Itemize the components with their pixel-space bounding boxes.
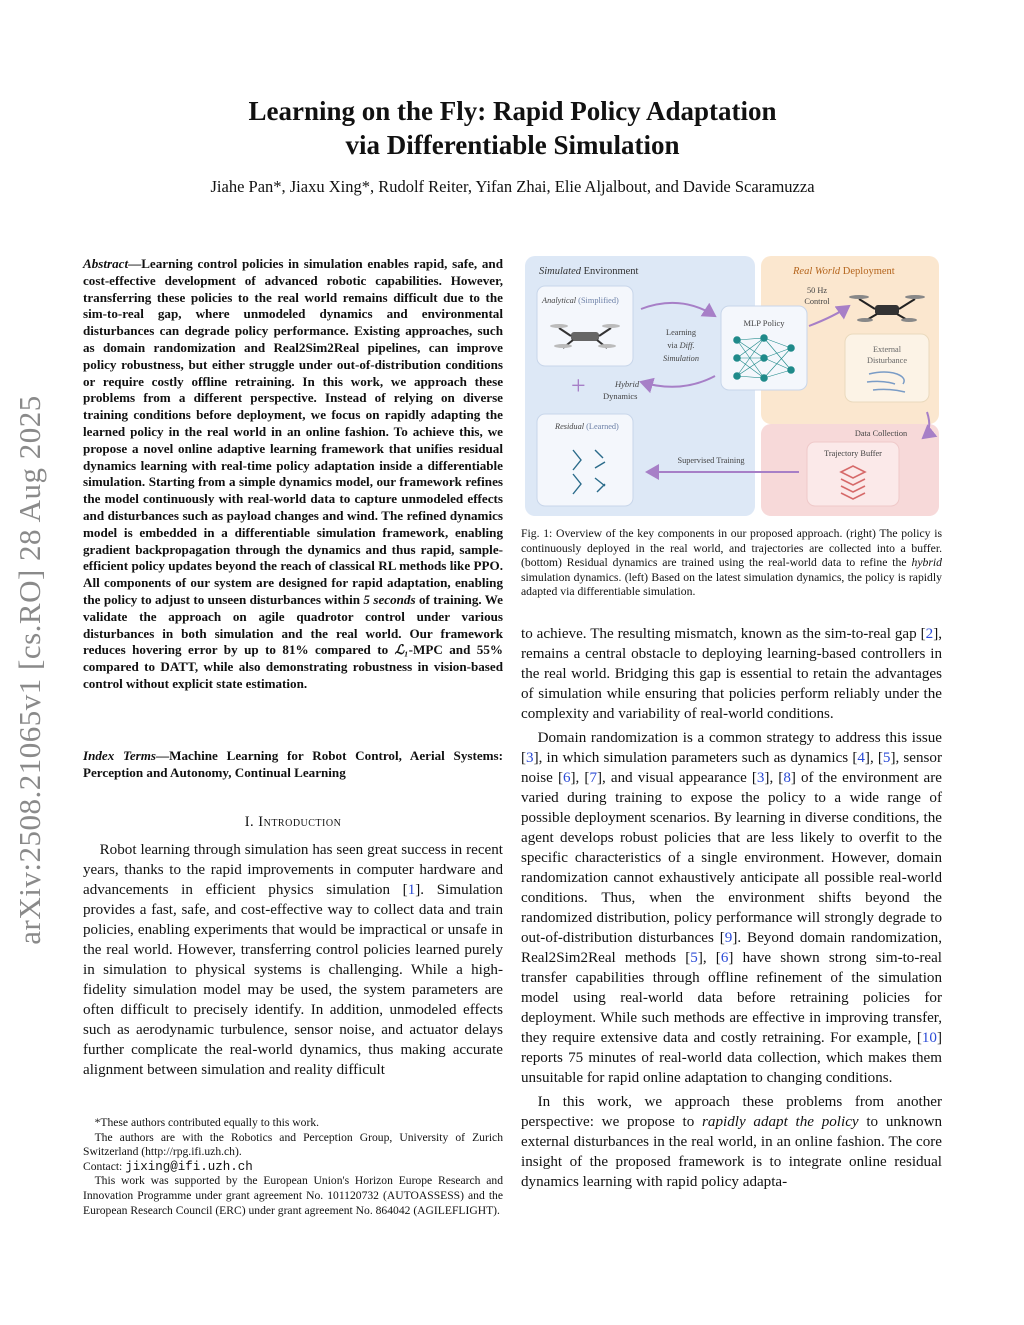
citation-link[interactable]: 2 [925, 626, 934, 642]
text-run: ], [ [864, 750, 883, 766]
abstract-text-b: of training. We validate the approach on agile quadrotor control under various disturbances in both simulation and the real world. Our framework reduces hovering error by up to 81% compared to [83, 591, 503, 658]
footnote-contact [83, 1160, 503, 1175]
supervised-training-label: Supervised Training [677, 456, 745, 465]
learning-line-3: Simulation [663, 354, 699, 363]
citation-link[interactable]: 3 [526, 750, 534, 766]
data-collection-label: Data Collection [854, 429, 908, 438]
plus-icon: + [571, 371, 586, 400]
text-run: Robot learning through simulation has seen great success in recent years, thanks to the rapid improvements in computer hardware and advancements in efficient physics simulation [ [83, 842, 503, 898]
text-run: ] have shown strong sim-to-real transfer capabilities through offline refinement of the simulation model using real-world data before retraining policies for deployment. While such methods are effective in improving transfer, they require extensive data and costly retraining. For example, [ [521, 950, 942, 1046]
abstract-text-c: -MPC and 55% compared to DATT, while also demonstrating robustness in vision-based control without explicit state estimation. [83, 642, 503, 691]
learning-line-2: via Diff. [667, 341, 695, 350]
title-line-2: via Differentiable Simulation [345, 130, 680, 160]
ext-dist-line-2: Disturbance [866, 356, 908, 365]
arxiv-id: arXiv:2508.21065v1 [cs.RO] 28 Aug 2025 [12, 395, 47, 945]
contact-email[interactable]: jixing@ifi.uzh.ch [125, 1159, 253, 1174]
mlp-policy-label: MLP Policy [743, 318, 785, 328]
abstract-label: Abstract [83, 256, 129, 271]
paper-title [170, 94, 855, 162]
intro-paragraph-1-cont [521, 624, 942, 724]
arxiv-sidebar [0, 360, 60, 980]
footnote-affiliation: The authors are with the Robotics and Perception Group, University of Zurich Switzerland (http://rpg.ifi.uzh.ch). [83, 1130, 503, 1159]
caption-label: Fig. 1: [521, 527, 557, 540]
text-run: ], [ [570, 770, 590, 786]
footnote-equal: *These authors contributed equally to this work. [94, 1116, 320, 1129]
citation-link[interactable]: 9 [724, 930, 733, 946]
paper-authors: Jiahe Pan*, Jiaxu Xing*, Rudolf Reiter, Yifan Zhai, Elie Aljalbout, and Davide Scaramuzza [210, 177, 815, 196]
hybrid-label-b: Dynamics [603, 391, 638, 401]
learning-line-1: Learning [666, 328, 696, 337]
caption-emph: hybrid [911, 556, 942, 570]
text-run: ], in which simulation parameters such as dynamics [ [533, 750, 858, 766]
footnotes [83, 1116, 503, 1218]
figure-1-caption [521, 527, 942, 600]
hybrid-label-a: Hybrid [615, 379, 640, 389]
intro-paragraph-3 [521, 1092, 942, 1192]
figure-1 [523, 254, 941, 518]
text-run: In this work, we approach these problems from another perspective: we propose to [521, 1094, 942, 1130]
index-terms-text: —Machine Learning for Robot Control, Aerial Systems: Perception and Autonomy, Continual Learning [83, 748, 504, 780]
intro-left-column [83, 840, 503, 1080]
index-terms-label: Index Terms [83, 748, 157, 763]
text-run: to achieve. The resulting mismatch, known as the sim-to-real gap [ [521, 626, 926, 642]
text-run: ], remains a central obstacle to deploying learning-based controllers in the real world. Bridging this gap is essential to retain the advantages of simulation while ensuring that policies perform reliably under the complexity and variability of real-world conditions. [521, 626, 942, 722]
contact-label: Contact: [83, 1159, 126, 1173]
citation-link[interactable]: 5 [882, 750, 891, 766]
text-run: to unknown external disturbances in the real world, in an online fashion. The core insight of the proposed framework is to integrate online residual dynamics learning with rapid policy adapta- [521, 1114, 943, 1190]
abstract-text-a: —Learning control policies in simulation enables rapid, safe, and cost-effective development of advanced robotic capabilities. However, transferring these policies to the real world remains difficult due to the sim-to-real gap, where unmodeled dynamics and environmental disturbances can degrade policy performance. Existing approaches, such as domain randomization and Real2Sim2Real pipelines, can improve policy robustness, but either struggle under out-of-distribution conditions or require costly offline retraining. In this work, we approach these problems from a different perspective. Instead of relying on diverse training conditions before deployment, we focus on rapidly adapting the learned policy in the real world in an online fashion. To achieve this, we propose a novel online adaptive learning framework that unifies residual dynamics learning with real-time policy adaptation inside a differentiable simulation. Starting from a simple dynamics model, our framework refines the model continuously with real-world data to capture unmodeled effects and disturbances such as payload changes and wind. The refined dynamics model is embedded in a differentiable simulation framework, enabling gradient backpropagation through the dynamics and thus rapid, sample-efficient policy updates beyond the reach of classical RL methods like PPO. All components of our system are designed for rapid adaptation, enabling the policy to adjust to unseen disturbances within [83, 256, 503, 607]
citation-link[interactable]: 6 [720, 950, 729, 966]
abstract [83, 256, 503, 693]
text-run: ] of the environment are varied during training to expose the policy to a wide range of possible deployment scenarios. By learning in diverse conditions, the agent develops robust policies that are less likely to overfit to the specific characteristics of a single environment. However, domain randomization cannot exhaustively anticipate all possible real-world conditions. Thus, when the environment shifts beyond the randomized distribution, policy performance will strongly degrade to out-of-distribution disturbances [ [521, 770, 942, 946]
sim-env-title: Simulated Environment [539, 266, 639, 277]
caption-text-b: simulation dynamics. (left) Based on the latest simulation dynamics, the policy is rapidly adapted via differentiable simulation. [521, 570, 942, 599]
citation-link[interactable]: 10 [921, 1030, 937, 1046]
caption-text-a: Overview of the key components in our proposed approach. (right) The policy is continuously deployed in the real world, and trajectories are collected into a buffer. (bottom) Residual dynamics are trained using the real-world data to refine the [521, 527, 942, 570]
citation-link[interactable]: 6 [562, 770, 571, 786]
section-heading-introduction: I. Introduction [244, 814, 342, 830]
text-emph: rapidly adapt the policy [702, 1114, 859, 1130]
trajectory-buffer-label: Trajectory Buffer [824, 449, 882, 458]
text-run: Domain randomization is a common strategy to address this issue [ [521, 730, 942, 766]
control-rate-line-2: Control [804, 297, 830, 306]
title-line-1: Learning on the Fly: Rapid Policy Adaptation [248, 96, 777, 126]
citation-link[interactable]: 7 [589, 770, 597, 786]
text-run: ], [ [697, 950, 721, 966]
text-run: ]. Simulation provides a fast, safe, and cost-effective way to collect data and train policies, enabling experiments that would be impractical or unsafe in the real world. However, transferring control policies learned purely in simulation to physical systems is challenging. While a high-fidelity simulation model may be used, the system parameters are often difficult to precisely identify. In addition, unmodeled effects such as aerodynamic turbulence, sensor noise, and actuator delays further complicate the real-world dynamics, thus making accurate alignment between simulation and reality difficult [83, 882, 503, 1078]
analytical-label: Analytical (Simplified) [542, 296, 619, 305]
text-run: ], [ [764, 770, 784, 786]
residual-label: Residual (Learned) [555, 422, 619, 431]
citation-link[interactable]: 5 [690, 950, 698, 966]
text-run: ], and visual appearance [ [597, 770, 757, 786]
citation-link[interactable]: 3 [756, 770, 765, 786]
real-world-title: Real World Deployment [793, 266, 895, 277]
intro-paragraph-2 [521, 728, 942, 1088]
intro-paragraph-1 [83, 840, 503, 1080]
citation-link[interactable]: 8 [783, 770, 791, 786]
ext-dist-line-1: External [872, 345, 902, 354]
citation-link[interactable]: 4 [857, 750, 865, 766]
control-rate-line-1: 50 Hz [806, 286, 828, 295]
footnote-funding: This work was supported by the European Union's Horizon Europe Research and Innovation Programme under grant agreement No. 101120732 (AUTOASSESS) and the European Research Council (ERC) under grant agreement No. 864042 (AGILEFLIGHT). [83, 1174, 503, 1217]
text-run: ]. Beyond domain randomization, Real2Sim2Real methods [ [521, 930, 942, 966]
text-run: ] reports 75 minutes of real-world data collection, which makes them unsuitable for rapid online adaptation to changing conditions. [521, 1030, 942, 1086]
citation-link[interactable]: 1 [407, 882, 416, 898]
text-run: ], sensor noise [ [521, 750, 942, 786]
abstract-l1: ℒ₁ [394, 642, 409, 658]
figure-1-diagram [523, 254, 941, 518]
intro-right-column [521, 624, 942, 1192]
abstract-emph: 5 seconds [363, 591, 416, 607]
index-terms [83, 748, 503, 782]
